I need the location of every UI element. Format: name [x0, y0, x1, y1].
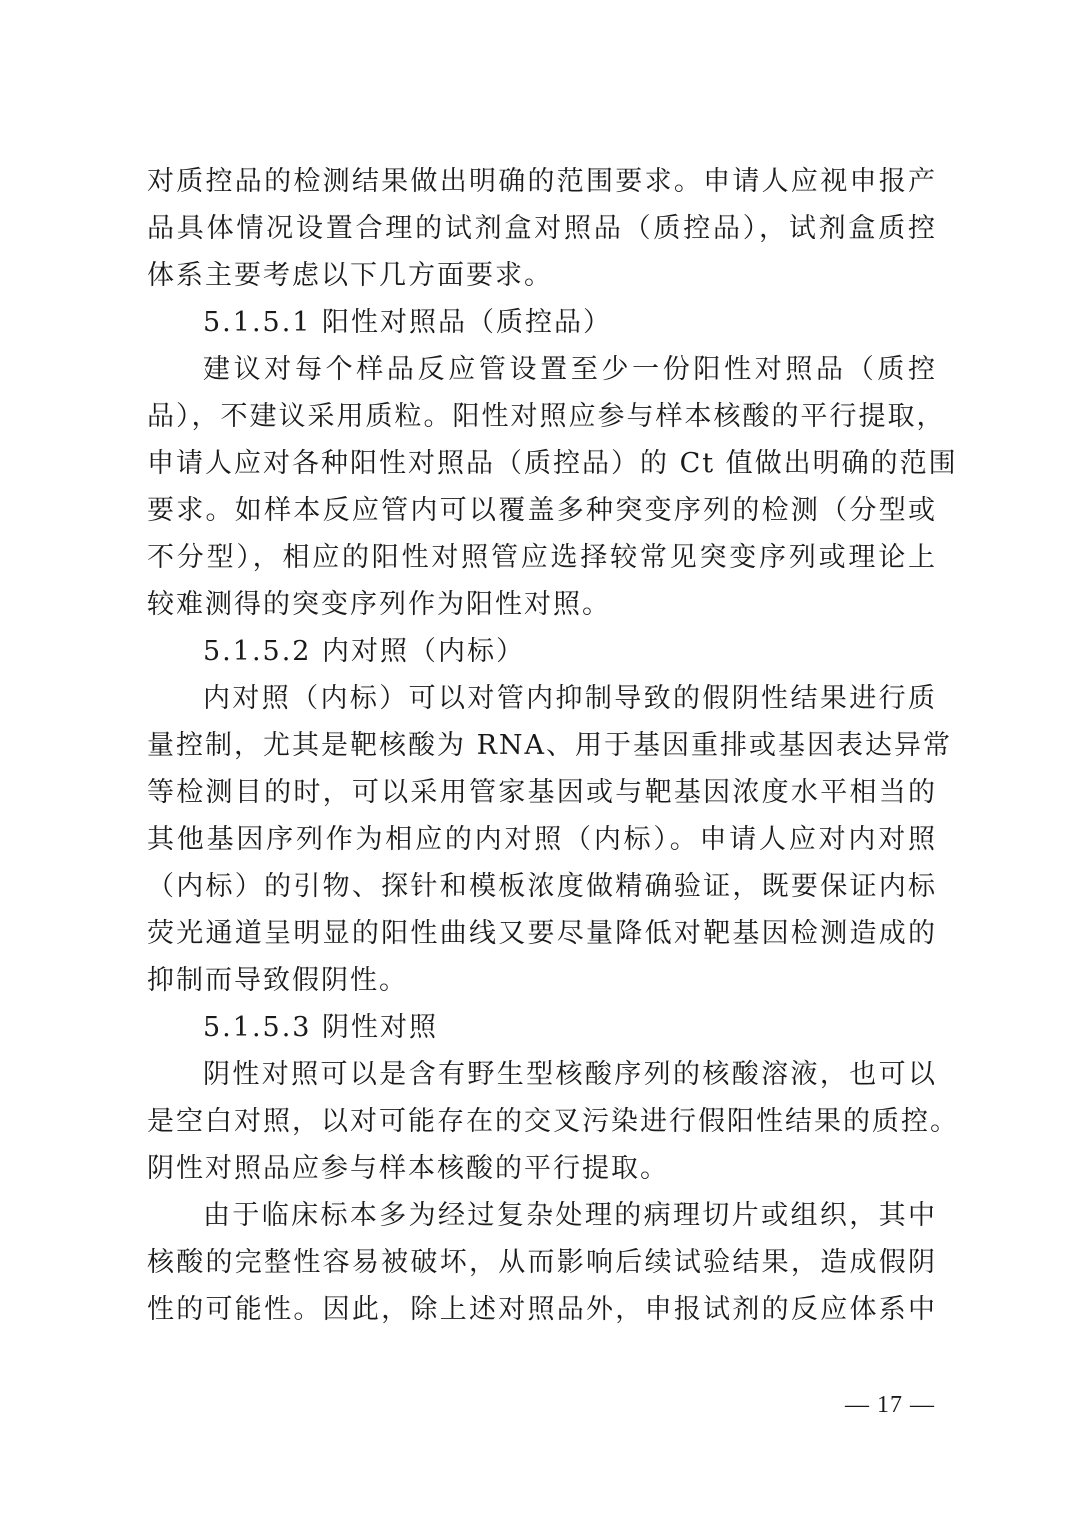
text-line: 阴性对照品应参与样本核酸的平行提取。	[147, 1153, 669, 1184]
text-line: 较难测得的突变序列作为阳性对照。	[147, 589, 611, 620]
text-line: 荧光通道呈明显的阳性曲线又要尽量降低对靶基因检测造成的	[147, 918, 937, 949]
text-line: 申请人应对各种阳性对照品（质控品）的 Ct 值做出明确的范围	[147, 448, 958, 479]
section-heading: 5.1.5.3 阴性对照	[203, 1012, 439, 1043]
text-line: 量控制，尤其是靶核酸为 RNA、用于基因重排或基因表达异常	[147, 730, 953, 761]
text-line: 是空白对照，以对可能存在的交叉污染进行假阳性结果的质控。	[147, 1106, 959, 1137]
body-text	[147, 158, 959, 1333]
text-line: （内标）的引物、探针和模板浓度做精确验证，既要保证内标	[147, 871, 937, 902]
text-line: 核酸的完整性容易被破坏，从而影响后续试验结果，造成假阴	[147, 1247, 937, 1278]
text-line: 由于临床标本多为经过复杂处理的病理切片或组织，其中	[203, 1200, 937, 1231]
text-line: 等检测目的时，可以采用管家基因或与靶基因浓度水平相当的	[147, 777, 937, 808]
text-line: 其他基因序列作为相应的内对照（内标）。申请人应对内对照	[147, 824, 937, 855]
section-heading: 5.1.5.2 内对照（内标）	[203, 636, 526, 667]
text-line: 内对照（内标）可以对管内抑制导致的假阴性结果进行质	[203, 683, 937, 714]
text-line: 要求。如样本反应管内可以覆盖多种突变序列的检测（分型或	[147, 495, 937, 526]
text-line: 对质控品的检测结果做出明确的范围要求。申请人应视申报产	[147, 166, 937, 197]
text-line: 不分型），相应的阳性对照管应选择较常见突变序列或理论上	[147, 542, 937, 573]
text-line: 品），不建议采用质粒。阳性对照应参与样本核酸的平行提取，	[147, 401, 946, 432]
text-line: 阴性对照可以是含有野生型核酸序列的核酸溶液，也可以	[203, 1059, 937, 1090]
text-line: 品具体情况设置合理的试剂盒对照品（质控品），试剂盒质控	[147, 213, 937, 244]
text-line: 抑制而导致假阴性。	[147, 965, 408, 996]
section-heading: 5.1.5.1 阳性对照品（质控品）	[203, 307, 613, 338]
text-line: 体系主要考虑以下几方面要求。	[147, 260, 553, 291]
text-line: 性的可能性。因此，除上述对照品外，申报试剂的反应体系中	[147, 1294, 937, 1325]
page-number: — 17 —	[845, 1392, 935, 1418]
text-line: 建议对每个样品反应管设置至少一份阳性对照品（质控	[203, 354, 937, 385]
